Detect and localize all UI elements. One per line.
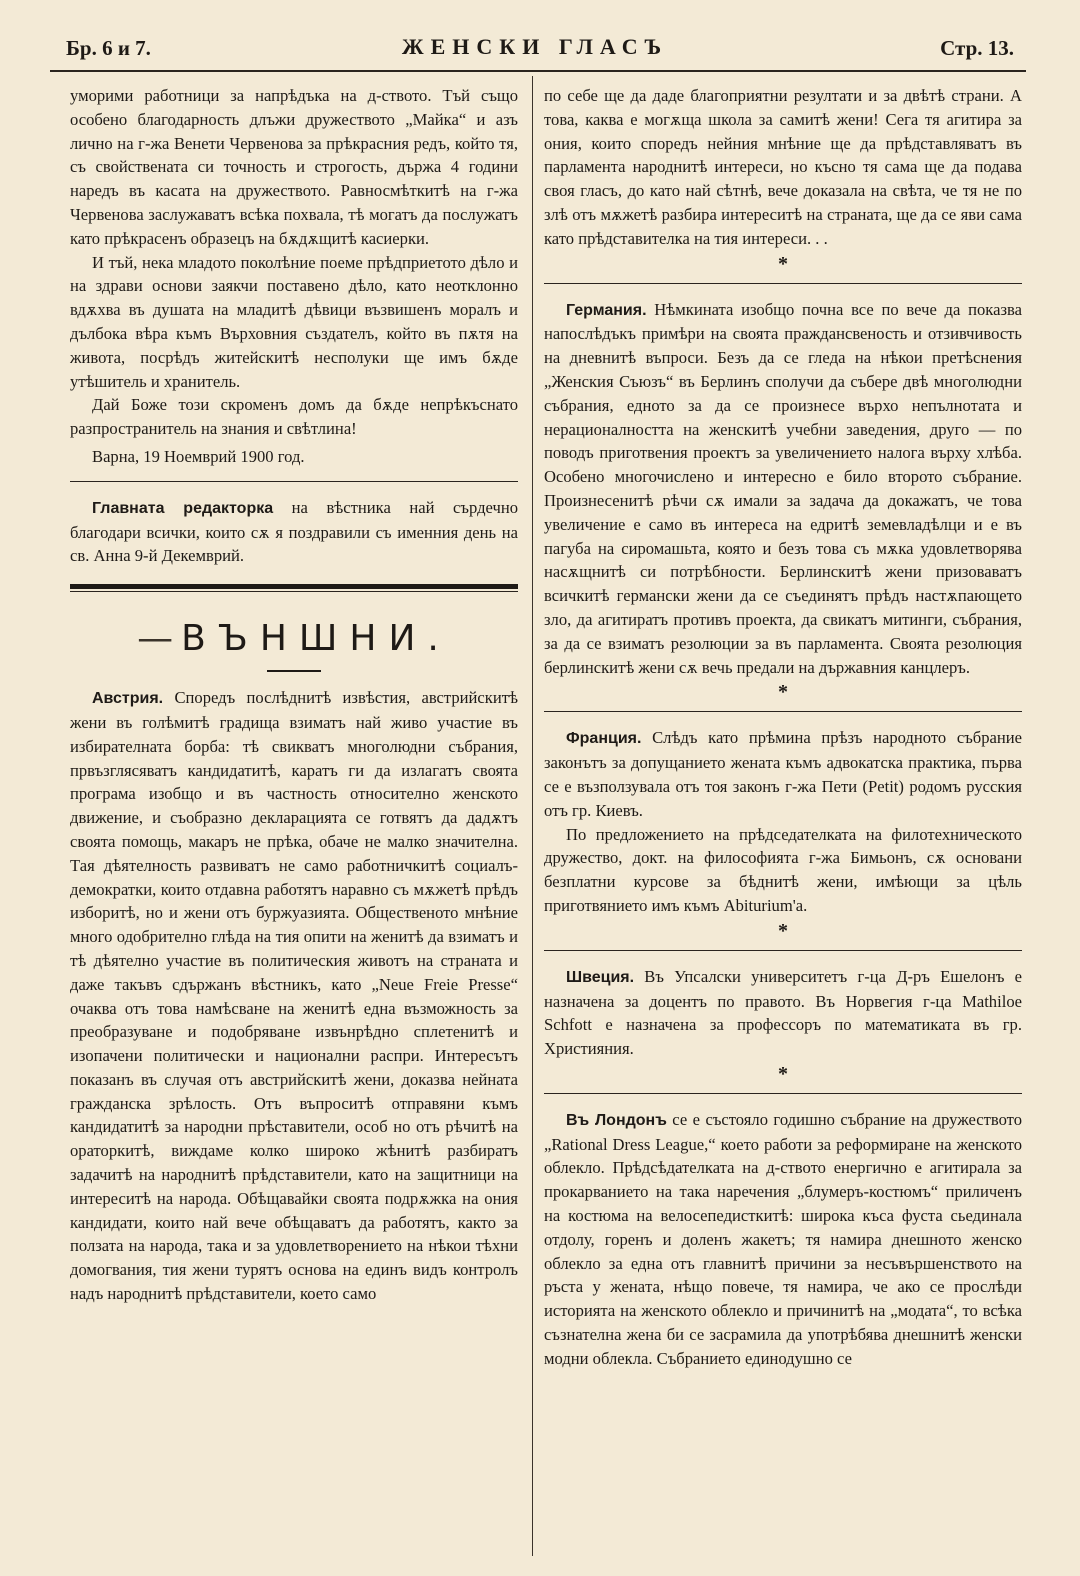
germany-heading: Германия. bbox=[566, 301, 647, 319]
left-column bbox=[70, 84, 518, 1306]
newspaper-title: ЖЕНСКИ ГЛАСЪ bbox=[401, 34, 669, 59]
section-rule-thin bbox=[70, 591, 518, 592]
separator-rule bbox=[544, 1093, 1022, 1094]
sweden-text: Въ Упсалски университетъ г-ца Д-ръ Ешелонъ е назначена за доцентъ по правото. Въ Норвегия г-ца Mathiloe Schfott е назначена за профессоръ по математиката въ гр. Християния. bbox=[544, 966, 1022, 1059]
section-dash-ornament: — bbox=[137, 618, 174, 660]
date-signature: Варна, 19 Ноемврий 1900 год. bbox=[92, 446, 305, 466]
sweden-heading: Швеция. bbox=[566, 968, 635, 986]
france-text: Слѣдъ като прѣмина прѣзъ народното събрание законътъ за допущанието женaта къмъ адвокатска практика, първа се е възползувала отъ тоя законъ г-жа Пети (Petit) родомъ русския отъ гр. Киевъ. bbox=[544, 728, 1022, 820]
newspaper-page bbox=[44, 28, 1026, 1558]
austria-continuation: по себе ще да даде благоприятни резултати и за двѣтѣ страни. А това, каква е могѫща школа за самитѣ жени! Сега тя агитира за ония, които споредъ нейния мнѣние ще да прѣдставляватъ въ парламента народнитѣ интереси, но късно тя сама ще да подава своя гласъ, до като най сѣтнѣ, вече доказала на свѣта, че тя не по злѣ отъ мѫжетѣ разбира интереситѣ на страната, ще да се яви сама като прѣдставителка на тия интереси. . . bbox=[544, 86, 1022, 248]
article-austria bbox=[70, 686, 518, 1306]
germany-text: Нѣмкината изобщо почна все по вече да показва напослѣдъкъ примѣри на своята праждансвеность и отзивчивость на дневнитѣ въпроси. Безъ да се глeда на нѣкои прeтѣснения „Женския Съюзъ“ въ Берлинъ сполучи да събере двѣ многолюдни събрания, едното за да се произнесе върхо непълнотата и нерационалността на женскитѣ учебни заведения, друго — по поводъ приготвения проектъ за увеличението налога върху хлѣба. Особено многочислено и интересно е било второто събрание. Произнесенитѣ рѣчи сѫ имали за задача да докажатъ, че това увеличение е само въ интереса на едритѣ земевладѣлци и е въ пагуба на сиромашьта, която и безъ това съ мѫка удовлетворява насѫщнитѣ си потрѣбности. Берлинскитѣ жени призоваватъ всичкитѣ германски жени да се съединятъ прѣдъ настѫпающето зло, да агитиратъ противъ проекта, да свикатъ митинги, събрания, за да се взиматъ резолюции за въ парламента. Своята резолюция берлинскитѣ жени сѫ вечь прeдали на държавния канцлеръ. bbox=[544, 299, 1022, 677]
separator-rule bbox=[70, 481, 518, 482]
article-london bbox=[544, 1108, 1022, 1371]
editor-notice-heading: Главната редакторка bbox=[92, 499, 274, 517]
article-france bbox=[544, 726, 1022, 822]
editor-notice bbox=[70, 496, 518, 568]
asterisk-divider: * bbox=[778, 1062, 788, 1085]
london-heading: Въ Лондонъ bbox=[566, 1111, 667, 1129]
article-sweden bbox=[544, 965, 1022, 1061]
france-heading: Франция. bbox=[566, 730, 642, 748]
editor-notice-text: на вѣстника най сърдечно благодари всички, които сѫ я поздравили съ именния день на св. Анна 9-й Декемврий. bbox=[70, 497, 518, 566]
section-rule-thick bbox=[70, 584, 518, 589]
column-divider bbox=[532, 76, 533, 1556]
header-rule bbox=[50, 70, 1026, 72]
section-title-text: ВЪНШНИ. bbox=[181, 618, 451, 660]
separator-rule bbox=[544, 950, 1022, 951]
separator-rule bbox=[544, 711, 1022, 712]
section-underline bbox=[267, 670, 321, 672]
austria-heading: Австрия. bbox=[92, 690, 164, 708]
right-column bbox=[544, 84, 1022, 1371]
asterisk-divider: * bbox=[778, 252, 788, 275]
paragraph-blessing: Дай Боже този скроменъ домъ да бѫде непрѣкъснато разпространитель на знания и свѣтлина! bbox=[70, 395, 518, 439]
article-germany bbox=[544, 298, 1022, 680]
london-text: се е състоялo годишно събрание на дружеството „Rational Dress League,“ което работи за реформиране на женското облекло. Прѣдсѣдателката на д-ството енергично е агитирала за прокарванието на така наречения „блумеръ-костюмъ“ приличенъ на костюма на велосепедисткитѣ: широка къса фуста сьединала отдолу, горенъ и доленъ жакетъ; тя намира днешното женско облекло за една отъ главнитѣ причини за несъвършенството на ръста у женaта, нѣщо повече, тя намира, че ако се прослѣди историята на женското облекло и причинитѣ на „модата“, то всѣка съзнателна жена би се засрамила да употрѣбява днешнитѣ женски модни облекла. Събранието единодушно се bbox=[544, 1109, 1022, 1368]
asterisk-divider: * bbox=[778, 681, 788, 704]
asterisk-divider: * bbox=[778, 919, 788, 942]
issue-number: Бр. 6 и 7. bbox=[66, 36, 151, 60]
austria-text: Споредъ послѣднитѣ извѣстия, австрийскитѣ жени въ голѣмитѣ градища взиматъ най живо участие въ избирателната борба: тѣ свикватъ многолюдни събрания, првъзглясяватъ кандидатитѣ, каратъ ги да излагатъ своята програма изобщо и въ частность относително женското движение, и съобразно декларацията се готвятъ да дадѫтъ своята помощь, макаръ не прѣка, обаче не малко значителна. Тая дѣятелность развиватъ не само работничкитѣ социалъ-демократки, които отдавна работятъ наравно съ мѫжетѣ прѣдъ изборитѣ, но и жени отъ буржуазията. Общественото мнѣние много одобрително глѣда на тия опити на женитѣ да взиматъ и тѣ дѣятелно участие въ политическия животъ на страната и даже такъвъ сдържанъ вѣстникъ, като „Neue Freie Presse“ очаква отъ това намѣсване на женитѣ една възможность за преобразуване и подобряване извънрѣдно сплетенитѣ и изопачени политически и национални распри. Интересътъ показанъ въ случая отъ австрийскитѣ жени, доказва нейната гражданска зрѣлость. Отъ въпроситѣ отправяни къмъ кандидатитѣ за народни прѣставители, особ но отъ рѣчитѣ на ораторкитѣ, виждаме колко широко жѣнитѣ разбиратъ задачитѣ на народнитѣ прѣдставители, като на защитници на интереситѣ на народа. Обѣщавайки своята подрѫжка на ония кандидати, които най вече обѣщаватъ да работятъ, както за ползата на народа, така и за удовлетворението на нѣкои тѣхни домогвания, тия жени турятъ основа на единъ видъ контролъ надъ народнитѣ прѣдставители, което само bbox=[70, 688, 518, 1304]
article-france-second: По предложението на прѣдседателката на филотехническото дружество, докт. на философията г-жа Бимьонъ, сѫ основани безплатни курсове за бѣднитѣ жени, имѣющи за цѣль приготвянието имъ къмъ Abiturium'а. bbox=[544, 824, 1022, 915]
paragraph-continuation: уморими работници за напрѣдъка на д-ството. Тъй също особено благодарность длъжи дружеството „Майка“ и азъ лично на г-жа Венети Червенова за прѣкрасния редъ, който тя, съ свойствената си точность и строгость, държа 4 години наредъ въ касата на дружеството. Равносмѣткитѣ на г-жа Червенова заслужаватъ всѣка похвала, тѣ могатъ да послужатъ като прѣкрасенъ образецъ на бѫдѫщитѣ касиерки. bbox=[70, 86, 518, 248]
section-title bbox=[70, 614, 518, 664]
separator-rule bbox=[544, 283, 1022, 284]
masthead bbox=[44, 28, 1026, 64]
page-number: Стр. 13. bbox=[940, 36, 1014, 60]
paragraph-mission: И тъй, нека младото поколѣние поеме прѣдприетото дѣло и на здрави основи заякчи поставено дѣло, като неотклонно вдѫхва въ душата на младитѣ дѣвици възвишенъ моралъ и дълбока вѣра къмъ Върховния създателъ, който въ пѫтя на живота, посрѣдъ житейскитѣ несполуки ще имъ бѫде утѣшитель и хранитель. bbox=[70, 252, 518, 391]
